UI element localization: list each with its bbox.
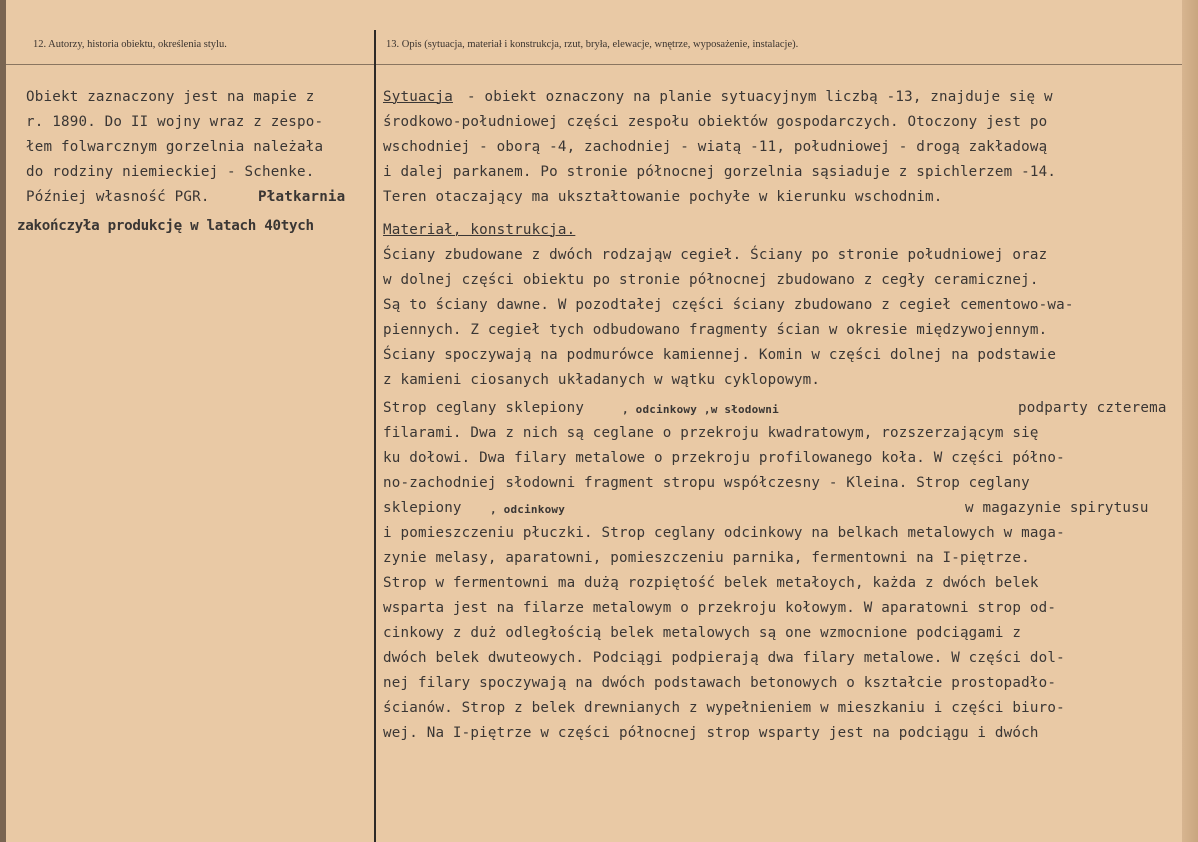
history-line: Płatkarnia (258, 189, 346, 205)
description-line: Ściany zbudowane z dwóch rodzająw cegieł. Ściany po stronie południowej oraz (383, 247, 1048, 263)
history-line: do rodziny niemieckiej - Schenke. (26, 164, 315, 180)
description-line: dwóch belek dwuteowych. Podciągi podpierają dwa filary metalowe. W części dol- (383, 650, 1065, 666)
history-line: łem folwarcznym gorzelnia należała (26, 139, 324, 155)
description-line: nej filary spoczywają na dwóch podstawach betonowych o kształcie prostopadło- (383, 675, 1057, 691)
description-line: Strop ceglany sklepiony (383, 400, 585, 416)
right-column-header: 13. Opis (sytuacja, materiał i konstrukcja, rzut, bryła, elewacje, wnętrze, wyposażenie, instalacje). (386, 39, 799, 50)
description-line: środkowo-południowej części zespołu obiektów gospodarczych. Otoczony jest po (383, 114, 1048, 130)
description-line: ku dołowi. Dwa filary metalowe o przekroju profilowanego koła. W części półno- (383, 450, 1065, 466)
description-line: sklepiony (383, 500, 462, 516)
history-line: r. 1890. Do II wojny wraz z zespo- (26, 114, 324, 130)
description-line: wschodniej - oborą -4, zachodniej - wiatą -11, południowej - drogą zakładową (383, 139, 1048, 155)
left-column-header: 12. Autorzy, historia obiektu, określenia stylu. (33, 39, 227, 50)
description-line: podparty czterema (1018, 400, 1167, 416)
column-divider (374, 30, 376, 842)
description-line: Teren otaczający ma ukształtowanie pochyłe w kierunku wschodnim. (383, 189, 943, 205)
description-line: w dolnej części obiektu po stronie północnej zbudowano z cegły ceramicznej. (383, 272, 1039, 288)
card-left-edge (0, 0, 6, 842)
card-right-edge (1182, 0, 1198, 842)
description-line: cinkowy z duż odległością belek metalowych są one wzmocnione podciągami z (383, 625, 1022, 641)
description-line: i dalej parkanem. Po stronie północnej gorzelnia sąsiaduje z spichlerzem -14. (383, 164, 1057, 180)
description-line: Są to ściany dawne. W pozodtałej części ściany zbudowano z cegieł cementowo-wa- (383, 297, 1074, 313)
inserted-text: , odcinkowy ,w słodowni (622, 403, 779, 416)
section-heading-material: Materiał, konstrukcja. (383, 222, 576, 238)
description-line: wsparta jest na filarze metalowym o przekroju kołowym. W aparatowni strop od- (383, 600, 1057, 616)
history-line: Obiekt zaznaczony jest na mapie z (26, 89, 315, 105)
description-line: z kamieni ciosanych układanych w wątku cyklopowym. (383, 372, 821, 388)
description-line: ścianów. Strop z belek drewnianych z wypełnieniem w mieszkaniu i części biuro- (383, 700, 1065, 716)
description-line: Ściany spoczywają na podmurówce kamiennej. Komin w części dolnej na podstawie (383, 347, 1057, 363)
section-heading-situation: Sytuacja (383, 89, 453, 105)
description-line: wej. Na I-piętrze w części północnej strop wsparty jest na podciągu i dwóch (383, 725, 1039, 741)
history-line: zakończyła produkcję w latach 40tych (17, 218, 314, 234)
header-rule (6, 64, 1182, 65)
description-line: zynie melasy, aparatowni, pomieszczeniu parnika, fermentowni na I-piętrze. (383, 550, 1030, 566)
description-line: filarami. Dwa z nich są ceglane o przekroju kwadratowym, rozszerzającym się (383, 425, 1039, 441)
description-line: no-zachodniej słodowni fragment stropu współczesny - Kleina. Strop ceglany (383, 475, 1030, 491)
description-line: - obiekt oznaczony na planie sytuacyjnym liczbą -13, znajduje się w (467, 89, 1053, 105)
description-line: w magazynie spirytusu (965, 500, 1149, 516)
inserted-text: , odcinkowy (490, 503, 566, 516)
description-line: piennych. Z cegieł tych odbudowano fragmenty ścian w okresie międzywojennym. (383, 322, 1048, 338)
history-line: Później własność PGR. (26, 189, 210, 205)
description-line: Strop w fermentowni ma dużą rozpiętość belek metałoych, każda z dwóch belek (383, 575, 1039, 591)
description-line: i pomieszczeniu płuczki. Strop ceglany odcinkowy na belkach metalowych w maga- (383, 525, 1065, 541)
